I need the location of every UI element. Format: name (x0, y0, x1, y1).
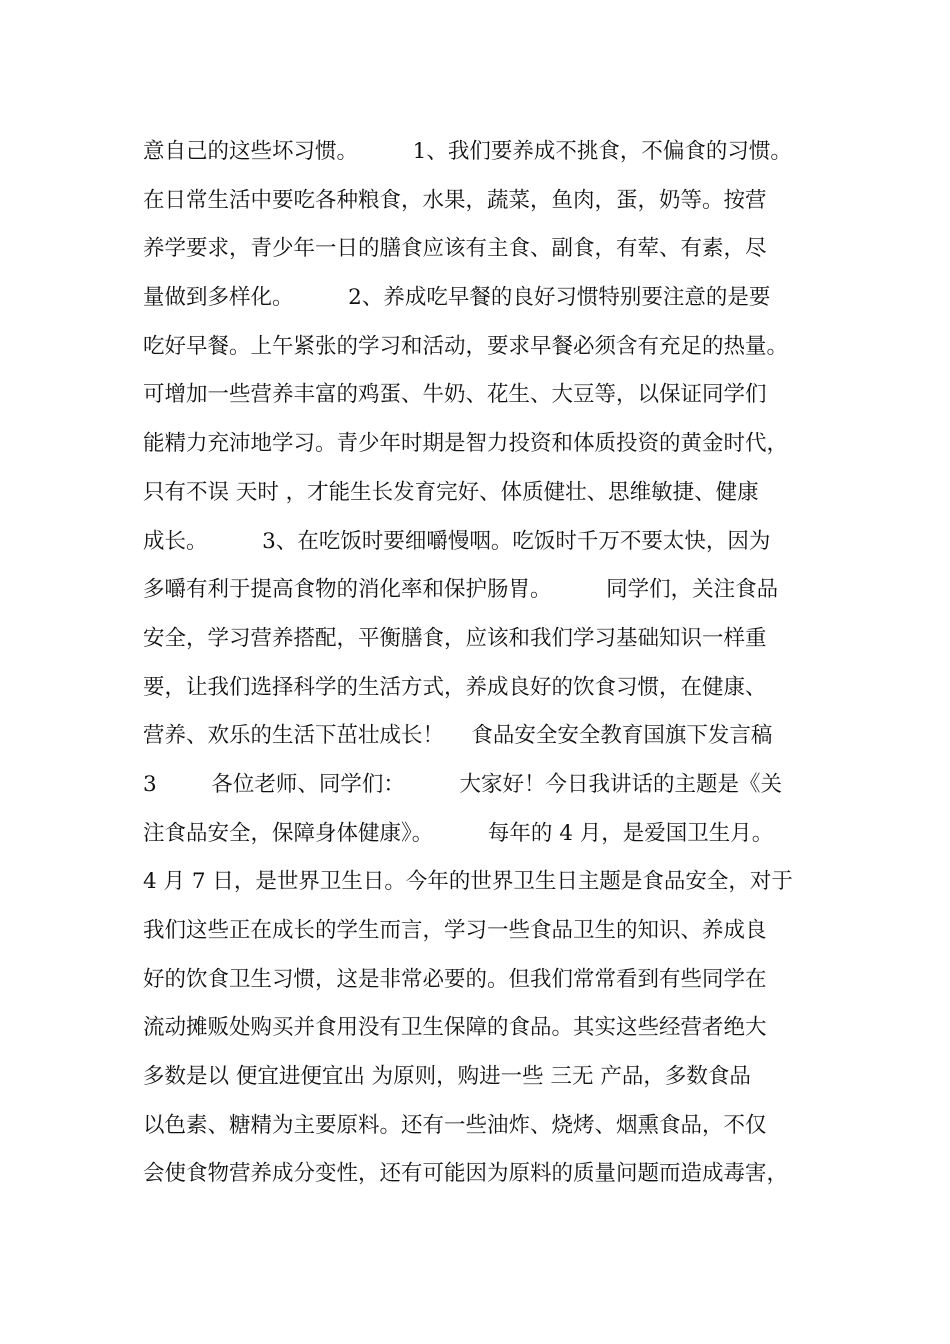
text-line: 流动摊贩处购买并食用没有卫生保障的食品。其实这些经营者绝大 (143, 1015, 767, 1041)
text-line: 在日常生活中要吃各种粮食，水果，蔬菜，鱼肉，蛋，奶等。按营 (143, 187, 767, 213)
text-line: 我们这些正在成长的学生而言，学习一些食品卫生的知识、养成良 (143, 918, 767, 943)
text-line: 以色素、糖精为主要原料。还有一些油炸、烧烤、烟熏食品，不仅 (143, 1112, 767, 1138)
text-line: 会使食物营养成分变性，还有可能因为原料的质量问题而造成毒害， (143, 1161, 789, 1187)
text-line: 养学要求，青少年一日的膳食应该有主食、副食，有荤、有素，尽 (143, 236, 767, 262)
text-line: 安全，学习营养搭配，平衡膳食，应该和我们学习基础知识一样重 (143, 625, 767, 651)
text-line: 好的饮食卫生习惯，这是非常必要的。但我们常常看到有些同学在 (143, 966, 767, 992)
text-line: 只有不误 天时 ，才能生长发育完好、体质健壮、思维敏捷、健康 (143, 479, 759, 505)
text-line: 意自己的这些坏习惯。 1、我们要养成不挑食，不偏食的习惯。 (143, 139, 792, 164)
text-line: 注食品安全，保障身体健康》。 每年的 4 月，是爱国卫生月。 (143, 820, 774, 846)
text-line: 可增加一些营养丰富的鸡蛋、牛奶、花生、大豆等，以保证同学们 (143, 382, 767, 408)
text-line: 要，让我们选择科学的生活方式，养成良好的饮食习惯，在健康、 (143, 674, 767, 700)
text-line: 成长。 3、在吃饭时要细嚼慢咽。吃饭时千万不要太快，因为 (143, 528, 771, 554)
text-line: 3 各位老师、同学们： 大家好！今日我讲话的主题是《关 (143, 771, 783, 797)
body-text (143, 128, 843, 1199)
text-line: 多数是以 便宜进便宜出 为原则，购进一些 三无 产品，多数食品 (143, 1064, 751, 1090)
text-line: 吃好早餐。上午紧张的学习和活动，要求早餐必须含有充足的热量。 (143, 333, 789, 359)
text-line: 能精力充沛地学习。青少年时期是智力投资和体质投资的黄金时代， (143, 431, 789, 457)
text-line: 营养、欢乐的生活下茁壮成长！ 食品安全安全教育国旗下发言稿 (143, 723, 773, 749)
text-line: 4 月 7 日，是世界卫生日。今年的世界卫生日主题是食品安全，对于 (143, 869, 793, 895)
text-line: 多嚼有利于提高食物的消化率和保护肠胃。 同学们，关注食品 (143, 577, 779, 603)
text-line: 量做到多样化。 2、养成吃早餐的良好习惯特别要注意的是要 (143, 285, 771, 311)
